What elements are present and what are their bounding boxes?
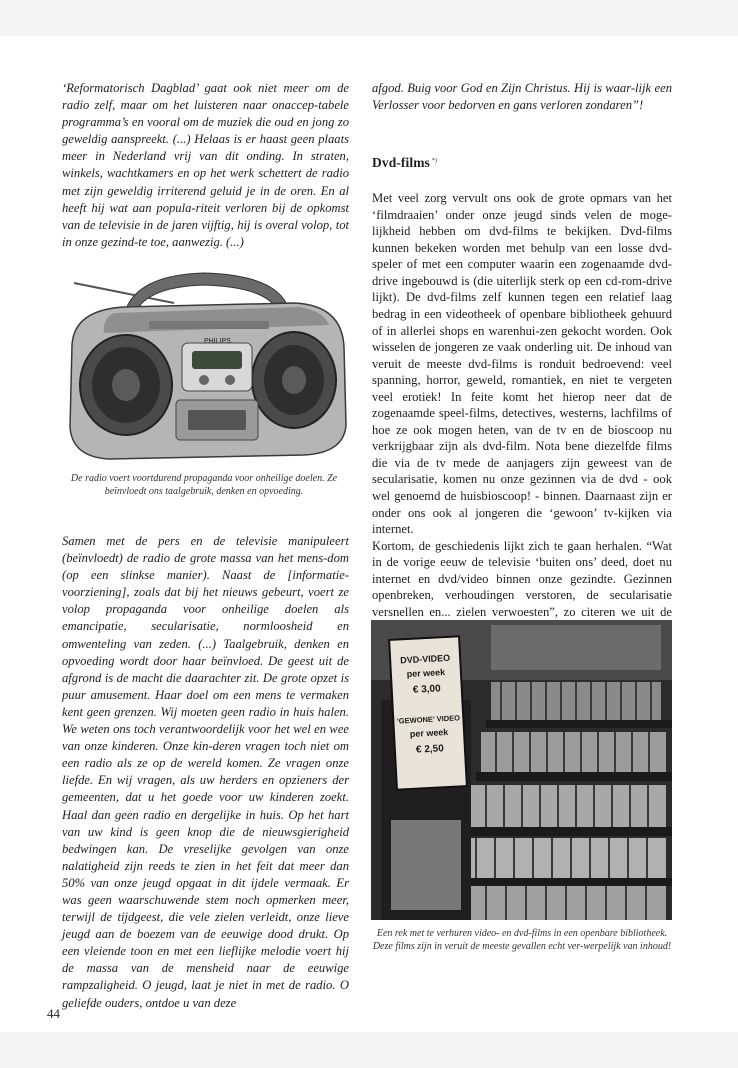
sign-line-5: per week xyxy=(409,726,449,739)
sign-line-3: € 3,00 xyxy=(412,683,441,696)
video-shelf-caption: Een rek met te verhuren video- en dvd-films in een openbare bibliotheek. Deze films zijn in veruit de meeste gevallen echt ver-werpelijk van inhoud! xyxy=(372,928,672,953)
left-column-top xyxy=(62,80,349,251)
boombox-image xyxy=(54,255,354,465)
video-shelf-illustration xyxy=(371,620,672,920)
left-quote-top xyxy=(62,80,349,251)
scan-edge-bottom xyxy=(0,1032,738,1068)
heading-footnote-marker: *) xyxy=(431,158,438,165)
page-number: 44 xyxy=(47,1006,60,1021)
video-shelf-photo xyxy=(371,620,672,920)
boombox-illustration xyxy=(54,255,354,465)
left-quote-top-text: ‘Reformatorisch Dagblad’ gaat ook niet meer om de radio zelf, maar om het luisteren naar onaccep-tabele programma’s en vooral om de muziek die oud en jong zo geweldig aanspreekt. (...) Helaas is er haast geen plaats meer in Nederland vrij van dit onding. In straten, winkels, wachtkamers en op het werk schettert de radio met zijn geweldig irriterend geluid je in de oren. En al heeft hij wat aan popula-riteit verloren bij de opkomst van de televisie in de jaren vijftig, hij is overal volop, tot in onze gezind-te toe, aanwezig. (...) xyxy=(62,81,349,249)
body-paragraph-1: Met veel zorg vervult ons ook de grote opmars van het ‘filmdraaien’ onder onze jeugd sinds velen de moge-lijkheid hebben om dvd-films te bekijken. Dvd-films kunnen bekeken worden met behulp van een losse dvd-speler of met een computer waarin een zogenaamde dvd-drive ingebouwd is (die uiterlijk sterk op een cd-rom-drive lijkt). De dvd-films zelf kunnen tegen een relatief laag bedrag in een videotheek of openbare bibliotheek gehuurd of in allerlei shops en warenhui-zen gekocht worden. Ook wisselen de jongeren ze vaak onderling uit. De inhoud van veruit de meeste dvd-films is ronduit bedroevend: veel spanning, horror, geweld, romantiek, en niet te vergeten veel erotiek! In feite komt het hierop neer dat de zogenaamde speel-films, detectives, westerns, lachfilms of hoe ze ook mogen heten, van de tv en de bioscoop nu verkrijgbaar zijn als dvd-film. Nota bene diezelfde films die via de tv mede de aanjagers zijn geweest van de secularisatie, komen nu onze gezinnen via de dvd - ook wel genoemd de huisbioscoop! - binnen. Daarnaast zijn er onder ons ook al jongeren die ‘gewoon’ tv-kijken via internet. xyxy=(372,191,672,537)
sign-line-6: € 2,50 xyxy=(415,743,445,756)
right-quote-top-text: afgod. Buig voor God en Zijn Christus. Hij is waar-lijk een Verlosser voor bedorven en gans verloren zondaren”! xyxy=(372,81,672,113)
scan-edge-top xyxy=(0,0,738,36)
body-paragraph-2: Kortom, de geschiedenis lijkt zich te gaan herhalen. “Wat in de vorige eeuw de televisie ‘buiten ons’ deed, doet nu internet en dvd/video binnen onze gezindte. Gezinnen openbreken, verhoudingen verstoren, de secularisatie versnellen en... zielen verwoesten”, zo citeren we uit de xyxy=(372,538,672,619)
section-heading-text: Dvd-films xyxy=(372,155,430,171)
section-heading xyxy=(372,155,672,171)
left-quote-bottom-text: Samen met de pers en de televisie manipuleert (beïnvloedt) de radio de grote massa van het mens-dom (op een slinkse manier). Naast de [informatie-voorziening], zoals dat bij het nieuws gebeurt, voert ze volop propaganda voor onheilige doelen als emancipatie, secularisatie, normloosheid en omwenteling van zeden. (...) Taalgebruik, denken en opvoeding wordt door haar beïnvloed. De geest uit de afgrond is de macht die daarachter zit. De grote opzet is puur amusement. Haar doel om een mens te vermaken kent geen grenzen. Wij moeten geen radio in huis halen. We weten ons toch verantwoordelijk voor het wel en wee van onze kinderen. Onze kin-deren vragen toch niet om een radio als ze op de wereld komen. Ze vragen onze liefde. En wij vragen, als uw herders en opzieners der gemeenten, dat u het goede voor uw kinderen zoekt. Haal dan geen radio en dergelijke in huis. Op het hart van uw kind is geen knop die de nieuwsgierigheid bedwingen kan. De vreselijke gevolgen van onze nalatigheid zijn reeds te zien in het feit dat meer dan 50% van onze jeugd opgaat in dit ijdele vermaak. Er was geen waarschuwende stem noch opmerken meer, terwijl de tijdgeest, die vele zielen verleidt, onze lieve jeugd aan de boezem van de eeuwige dood drukt. Op een vleiende toon en met een lieflijke melodie voert hij de massa van de mensheid naar de eeuwige rampzaligheid. O jeugd, laat je niet in met de radio. O geliefde ouders, ontdoe u van deze xyxy=(62,534,349,1010)
section-body xyxy=(372,190,672,637)
boombox-brand-label: PHILIPS xyxy=(204,338,231,345)
sign-line-4: ‘GEWONE’ VIDEO xyxy=(396,713,461,726)
right-column xyxy=(372,80,672,637)
sign-line-1: DVD-VIDEO xyxy=(399,652,451,666)
left-quote-bottom xyxy=(62,533,349,1012)
right-quote-top xyxy=(372,80,672,114)
boombox-caption: De radio voert voortdurend propaganda voor onheilige doelen. Ze beïnvloedt ons taalgebruik, denken en opvoeding. xyxy=(70,473,338,498)
sign-line-2: per week xyxy=(406,667,446,680)
